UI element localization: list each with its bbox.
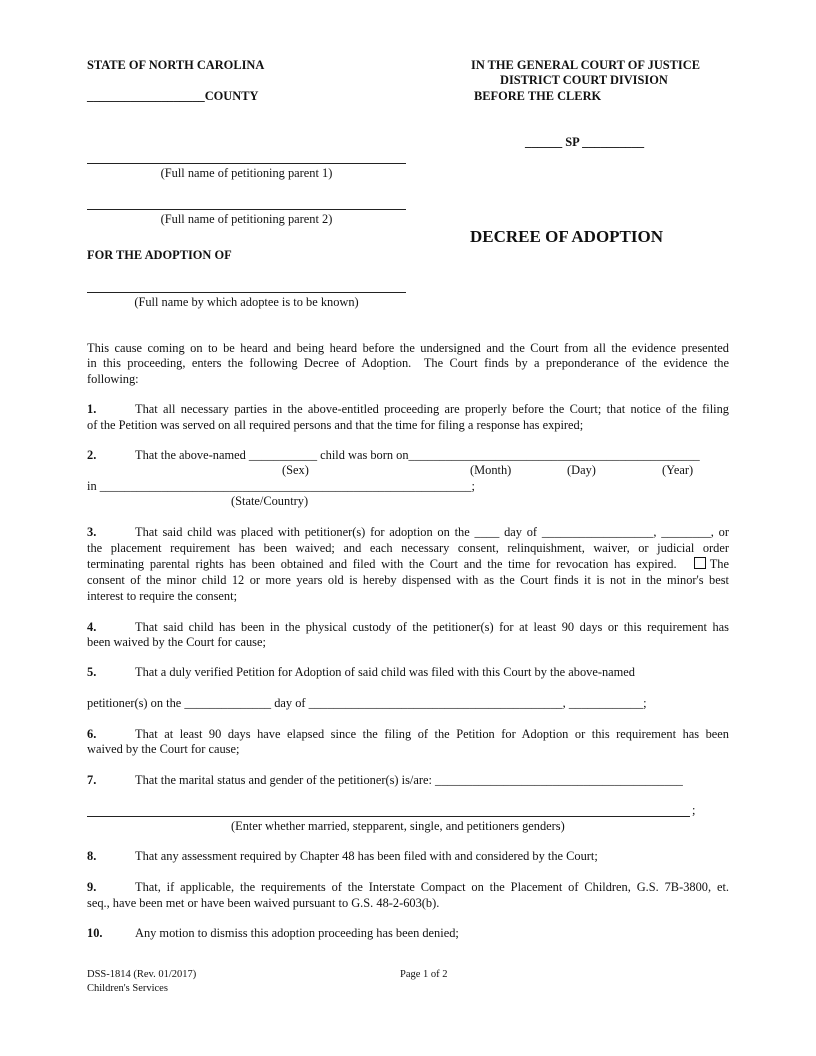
year-caption: (Year) xyxy=(662,463,694,477)
para-number: 9. xyxy=(87,880,97,894)
state-country-caption: (State/Country) xyxy=(231,494,309,508)
para4-line: been waived by the Court for cause; xyxy=(87,635,266,649)
para-number: 7. xyxy=(87,773,97,787)
para3-line: terminating parental rights has been obtained and filed with the Court and the time for revocation has expired. The xyxy=(87,557,729,571)
para6-line: waived by the Court for cause; xyxy=(87,742,240,756)
para3-line[interactable]: That said child was placed with petitioner(s) for adoption on the ____ day of __________________, ________, or xyxy=(135,525,729,539)
division-heading: DISTRICT COURT DIVISION xyxy=(500,73,668,87)
checkbox-label: The xyxy=(709,557,729,571)
parent2-name-field[interactable] xyxy=(87,209,406,210)
marital-status-field[interactable]: That the marital status and gender of the petitioner(s) is/are: ________________________________________ xyxy=(135,773,683,787)
para-number: 4. xyxy=(87,620,97,634)
month-caption: (Month) xyxy=(470,463,512,477)
consent-dispensed-checkbox[interactable] xyxy=(694,557,706,569)
para10-line: Any motion to dismiss this adoption proceeding has been denied; xyxy=(135,926,459,940)
form-number: DSS-1814 (Rev. 01/2017) xyxy=(87,969,197,980)
para-number: 5. xyxy=(87,665,97,679)
semicolon: ; xyxy=(692,803,696,817)
birth-line[interactable]: That the above-named ___________ child was born on_______________________________________________ xyxy=(135,448,700,462)
adoption-of-heading: FOR THE ADOPTION OF xyxy=(87,248,232,262)
para1-line: of the Petition was served on all required persons and that the time for filing a response has expired; xyxy=(87,418,584,432)
para9-line: seq., have been met or have been waived pursuant to G.S. 48-2-603(b). xyxy=(87,896,440,910)
para-number: 1. xyxy=(87,402,97,416)
county-line[interactable] xyxy=(87,89,258,104)
para-number: 2. xyxy=(87,448,97,462)
para5-line: That a duly verified Petition for Adoption of said child was filed with this Court by the above-named xyxy=(135,665,635,679)
parent1-name-field[interactable] xyxy=(87,163,406,164)
intro-line: This cause coming on to be heard and being heard before the undersigned and the Court from all the evidence presented xyxy=(87,341,729,355)
para-number: 6. xyxy=(87,727,97,741)
adoptee-caption: (Full name by which adoptee is to be known) xyxy=(134,295,359,309)
para-number: 8. xyxy=(87,849,97,863)
para3-line: interest to require the consent; xyxy=(87,589,238,603)
clerk-heading: BEFORE THE CLERK xyxy=(474,89,602,103)
state-heading: STATE OF NORTH CAROLINA xyxy=(87,58,265,72)
county-blank[interactable]: ___________________ xyxy=(87,89,205,103)
parent2-caption: (Full name of petitioning parent 2) xyxy=(160,212,333,226)
day-caption: (Day) xyxy=(567,463,596,477)
file-number-field[interactable]: ______ SP __________ xyxy=(525,135,645,149)
para6-line: That at least 90 days have elapsed since the filing of the Petition for Adoption or this requirement has been xyxy=(135,727,729,741)
para-number: 3. xyxy=(87,525,97,539)
intro-line: in this proceeding, enters the following Decree of Adoption. The Court finds by a preponderance of the evidence the xyxy=(87,356,729,370)
para3-line: the placement requirement has been waived; and each necessary consent, relinquishment, waiver, or judicial order xyxy=(87,541,729,555)
document-title: DECREE OF ADOPTION xyxy=(470,227,664,246)
county-label: COUNTY xyxy=(204,89,259,103)
court-heading: IN THE GENERAL COURT OF JUSTICE xyxy=(471,58,700,72)
para1-line: That all necessary parties in the above-entitled proceeding are properly before the Court; that notice of the filing xyxy=(135,402,729,416)
sex-caption: (Sex) xyxy=(282,463,309,477)
para4-line: That said child has been in the physical custody of the petitioner(s) for at least 90 days or this requirement has xyxy=(135,620,729,634)
birthplace-field[interactable]: in ____________________________________________________________; xyxy=(87,479,475,493)
para8-line: That any assessment required by Chapter 48 has been filed with and considered by the Court; xyxy=(135,849,598,863)
para-number: 10. xyxy=(87,926,103,940)
marital-status-continuation-field[interactable] xyxy=(87,816,690,817)
para9-line: That, if applicable, the requirements of the Interstate Compact on the Placement of Children, G.S. 7B-3800, et. xyxy=(135,880,729,894)
marital-status-caption: (Enter whether married, stepparent, single, and petitioners genders) xyxy=(231,819,565,833)
petition-date-field[interactable]: petitioner(s) on the ______________ day of _________________________________________, ____________; xyxy=(87,696,647,710)
page-number: Page 1 of 2 xyxy=(400,969,448,980)
intro-line: following: xyxy=(87,372,139,386)
department: Children's Services xyxy=(87,983,168,994)
adoptee-name-field[interactable] xyxy=(87,292,406,293)
parent1-caption: (Full name of petitioning parent 1) xyxy=(160,166,333,180)
para3-line: consent of the minor child 12 or more years old is hereby dispensed with as the Court finds it is not in the minor's best xyxy=(87,573,729,587)
